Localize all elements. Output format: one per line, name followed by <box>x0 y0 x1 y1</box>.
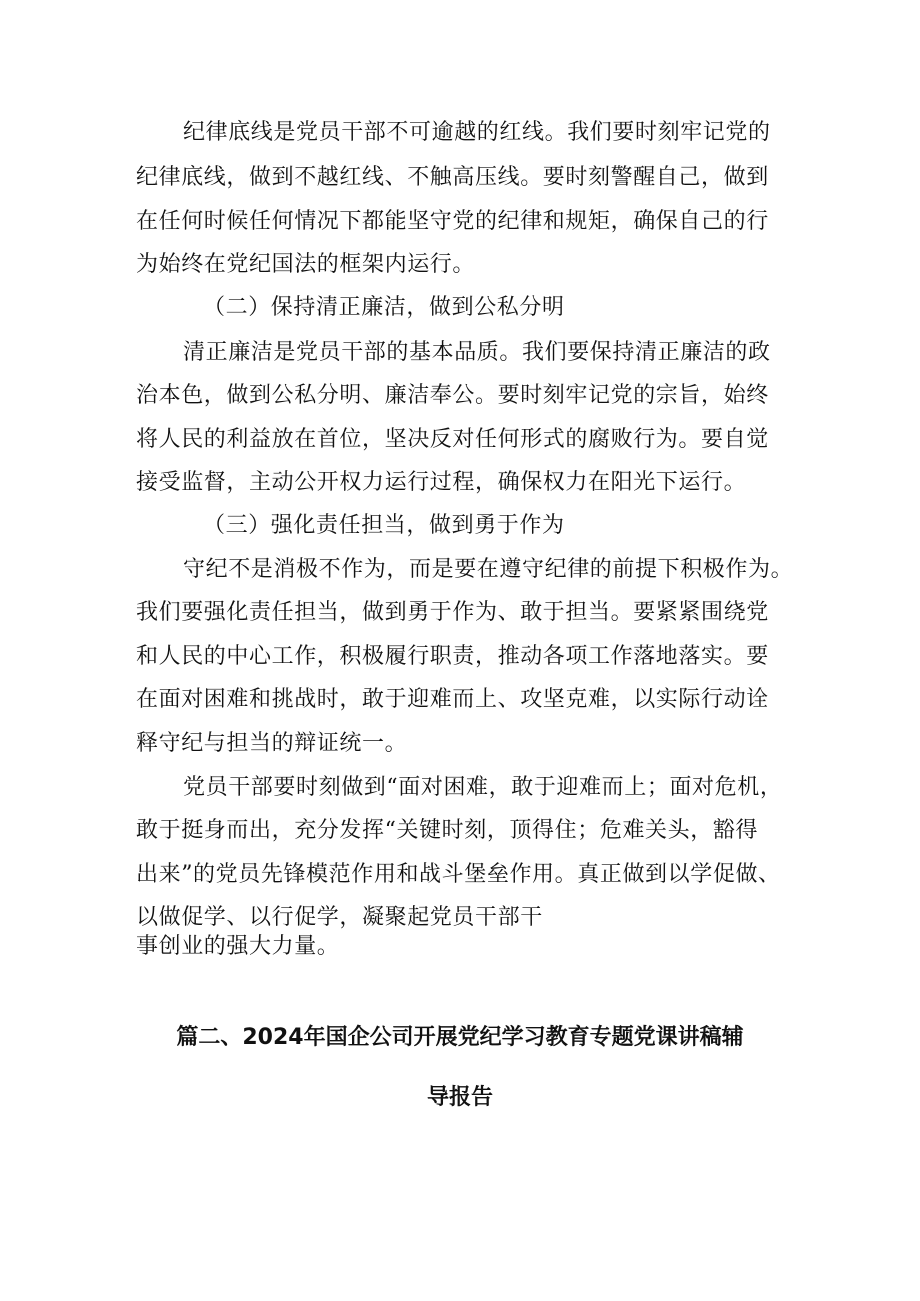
paragraph-3-line-2: 我们要强化责任担当，做到勇于作为、敢于担当。要紧紧围绕党 <box>136 600 769 625</box>
section-title-line-2: 导报告 <box>426 1085 493 1110</box>
paragraph-2-line-2: 治本色，做到公私分明、廉洁奉公。要时刻牢记党的宗旨，始终 <box>136 383 769 408</box>
paragraph-4-line-3: 出来”的党员先锋模范作用和战斗堡垒作用。真正做到以学促做、 <box>136 862 781 887</box>
paragraph-2-line-1: 清正廉洁是党员干部的基本品质。我们要保持清正廉洁的政 <box>183 340 771 365</box>
paragraph-4-line-5: 事创业的强大力量。 <box>136 934 340 959</box>
paragraph-1-line-3: 在任何时候任何情况下都能坚守党的纪律和规矩，确保自己的行 <box>136 209 769 234</box>
paragraph-3-line-1: 守纪不是消极不作为，而是要在遵守纪律的前提下积极作为。 <box>183 557 794 582</box>
section-title-line-1: 篇二、2024年国企公司开展党纪学习教育专题党课讲稿辅 <box>176 1025 744 1050</box>
paragraph-1-line-1: 纪律底线是党员干部不可逾越的红线。我们要时刻牢记党的 <box>183 120 771 145</box>
paragraph-1-line-4: 为始终在党纪国法的框架内运行。 <box>136 252 476 277</box>
section-heading-2: （二）保持清正廉洁，做到公私分明 <box>203 295 565 320</box>
paragraph-4-line-1: 党员干部要时刻做到“面对困难，敢于迎难而上；面对危机， <box>183 775 783 800</box>
paragraph-4-line-4: 以做促学、以行促学，凝聚起党员干部干 <box>136 905 543 930</box>
paragraph-2-line-3: 将人民的利益放在首位，坚决反对任何形式的腐败行为。要自觉 <box>136 427 769 452</box>
paragraph-2-line-4: 接受监督，主动公开权力运行过程，确保权力在阳光下运行。 <box>136 470 747 495</box>
paragraph-3-line-5: 释守纪与担当的辩证统一。 <box>136 731 408 756</box>
section-heading-3: （三）强化责任担当，做到勇于作为 <box>203 513 565 538</box>
paragraph-3-line-4: 在面对困难和挑战时，敢于迎难而上、攻坚克难，以实际行动诠 <box>136 687 769 712</box>
paragraph-4-line-2: 敢于挺身而出，充分发挥“关键时刻，顶得住；危难关头，豁得 <box>136 818 759 843</box>
paragraph-3-line-3: 和人民的中心工作，积极履行职责，推动各项工作落地落实。要 <box>136 644 769 669</box>
paragraph-1-line-2: 纪律底线，做到不越红线、不触高压线。要时刻警醒自己，做到 <box>136 165 769 190</box>
